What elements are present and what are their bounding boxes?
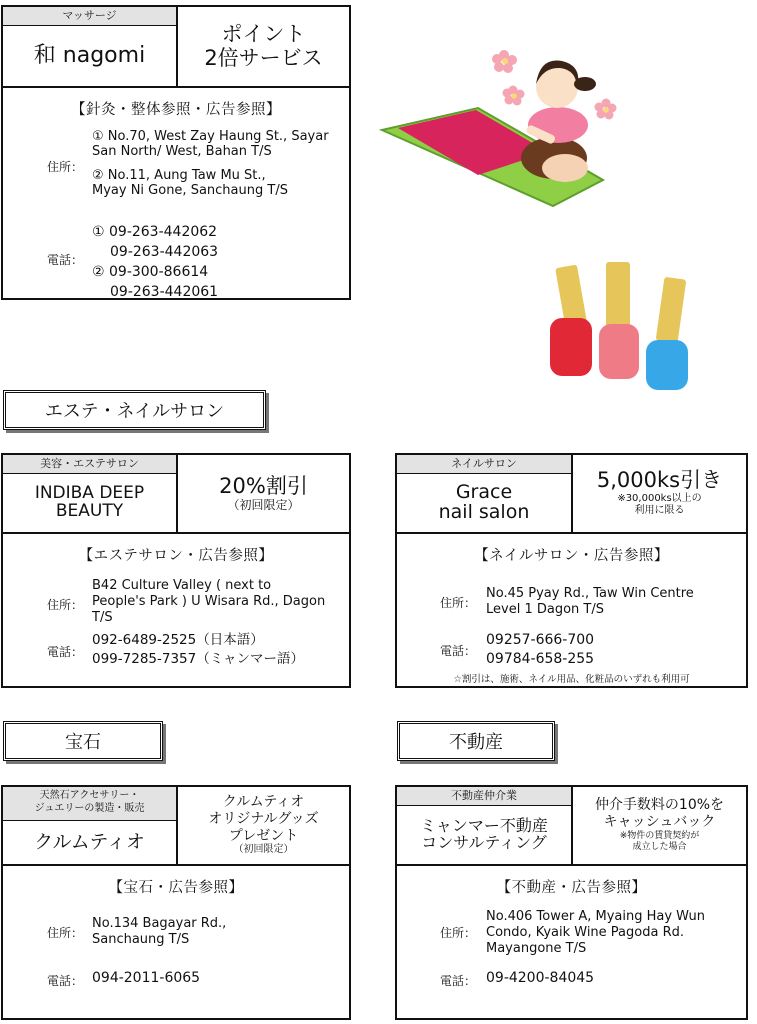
phone-number: ② 09-300-86614 [92, 264, 209, 280]
offer-note: ※30,000ks以上の [617, 492, 702, 504]
reference-note: 【ネイルサロン・広告参照】 [474, 548, 669, 564]
shop-name: 和 nagomi [3, 26, 178, 86]
address-label: 住所： [47, 160, 84, 174]
phone-number: 09-4200-84045 [486, 970, 595, 986]
address-line: Myay Ni Gone, Sanchaung T/S [92, 183, 288, 198]
phone-number: 09784-658-255 [486, 651, 595, 667]
address-line: Mayangone T/S [486, 941, 587, 956]
offer-line: プレゼント [228, 827, 299, 844]
offer-line: オリジナルグッズ [208, 810, 319, 827]
address-label: 住所： [440, 596, 477, 610]
discount-note: ☆割引は、施術、ネイル用品、化粧品のいずれも利用可 [453, 674, 690, 685]
phone-label: 電話： [47, 645, 84, 659]
address-line: People's Park ) U Wisara Rd., Dagon [92, 594, 326, 609]
phone-number: 092-6489-2525（日本語） [92, 632, 264, 648]
category-label: 美容・エステサロン [3, 455, 178, 474]
shop-name [397, 474, 573, 532]
shop-name-line: BEAUTY [55, 501, 124, 521]
reference-note: 【針灸・整体参照・広告参照】 [71, 102, 281, 118]
phone-number: 09-263-442061 [110, 284, 219, 300]
section-header-realestate: 不動産 [397, 721, 555, 761]
category-line: ジュエリーの製造・販売 [34, 803, 145, 814]
address-line: No.406 Tower A, Myaing Hay Wun [486, 909, 706, 924]
address-line: Sanchaung T/S [92, 932, 190, 947]
address-label: 住所： [47, 598, 84, 612]
address-label: 住所： [47, 926, 84, 940]
address-line: No.134 Bagayar Rd., [92, 916, 227, 931]
offer-note: （初回限定） [233, 844, 294, 856]
address-line: ② No.11, Aung Taw Mu St., [92, 168, 266, 183]
section-header-esthe-nail: エステ・ネイルサロン [3, 390, 266, 430]
reference-note: 【不動産・広告参照】 [496, 880, 647, 896]
nail-polish-illustration [542, 258, 697, 393]
shop-name [397, 806, 573, 864]
flower-icon [595, 99, 617, 120]
offer-line: キャッシュバック [603, 813, 716, 830]
offer [573, 455, 746, 532]
phone-number: 094-2011-6065 [92, 970, 201, 986]
address-line: San North/ West, Bahan T/S [92, 144, 272, 159]
address-line: No.45 Pyay Rd., Taw Win Centre [486, 586, 694, 601]
phone-number: 09257-666-700 [486, 632, 595, 648]
offer-note: ※物件の賃貸契約が [619, 830, 700, 841]
offer-line: ポイント [221, 22, 306, 47]
address-line: Condo, Kyaik Wine Pagoda Rd. [486, 925, 684, 940]
reference-note: 【エステサロン・広告参照】 [78, 548, 274, 564]
category-line: 天然石アクセサリー・ [39, 790, 140, 801]
indiba-deep-beauty-card [1, 453, 351, 688]
offer-line: 仲介手数料の10%を [594, 797, 725, 814]
address-label: 住所： [440, 926, 477, 940]
offer [178, 455, 349, 532]
myanmar-realestate-card [395, 785, 748, 1020]
reference-note: 【宝石・広告参照】 [108, 880, 244, 896]
flower-icon [503, 86, 525, 106]
shop-name-line: コンサルティング [421, 833, 547, 852]
offer-note: 利用に限る [634, 505, 685, 517]
flower-icon [492, 50, 517, 73]
massage-nagomi-card [1, 5, 351, 300]
phone-number: ① 09-263-442062 [92, 224, 218, 240]
offer-line: 2倍サービス [204, 45, 323, 70]
offer-note: 成立した場合 [632, 842, 687, 853]
offer [573, 787, 746, 864]
offer-line: 20%割引 [219, 473, 308, 498]
shop-name-line: ミャンマー不動産 [420, 816, 548, 836]
address-line: T/S [92, 610, 113, 625]
offer-line: クルムティオ [222, 794, 305, 811]
shop-name-line: INDIBA DEEP [34, 483, 145, 504]
category-label: ネイルサロン [397, 455, 573, 474]
massage-illustration [378, 30, 618, 215]
kurumutio-card [1, 785, 351, 1020]
phone-label: 電話： [47, 253, 84, 267]
phone-number: 099-7285-7357（ミャンマー語） [92, 651, 304, 667]
phone-label: 電話： [440, 974, 477, 988]
category-label: 不動産仲介業 [397, 787, 573, 806]
offer [178, 787, 349, 864]
shop-name [3, 474, 178, 532]
address-line: ① No.70, West Zay Haung St., Sayar [92, 129, 329, 144]
category-label: マッサージ [3, 7, 178, 26]
offer-note: （初回限定） [227, 497, 300, 512]
section-header-gems: 宝石 [3, 721, 163, 761]
offer-line: 5,000ks引き [596, 468, 723, 493]
shop-name-line: Grace [455, 481, 513, 504]
grace-nail-salon-card [395, 453, 748, 688]
category-label [3, 787, 178, 821]
offer [178, 7, 349, 86]
phone-label: 電話： [47, 974, 84, 988]
phone-number: 09-263-442063 [110, 244, 219, 260]
address-line: B42 Culture Valley ( next to [92, 578, 272, 593]
phone-label: 電話： [440, 644, 477, 658]
shop-name: クルムティオ [3, 821, 178, 864]
shop-name-line: nail salon [438, 501, 530, 523]
address-line: Level 1 Dagon T/S [486, 602, 604, 617]
